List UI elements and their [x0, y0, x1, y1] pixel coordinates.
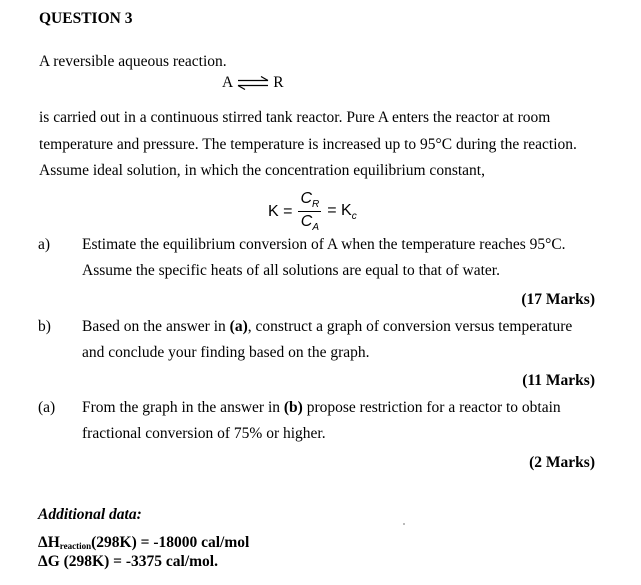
reactant: A	[222, 74, 234, 91]
marks-label: (11 Marks)	[522, 372, 595, 389]
question-text: From the graph in the answer in (b) propose restriction for a reactor to obtain	[82, 399, 561, 416]
product: R	[273, 74, 284, 91]
question-text: fractional conversion of 75% or higher.	[82, 425, 326, 442]
fraction-denominator: $C_A$	[300, 213, 319, 234]
enthalpy-data: ΔHreaction(298K) = -18000 cal/mol	[38, 534, 250, 551]
question-text: Based on the answer in (a), construct a graph of conversion versus temperature	[82, 318, 573, 335]
equation-rhs: = $K_c$	[327, 201, 357, 222]
equilibrium-arrows-icon	[237, 76, 269, 90]
question-label: a)	[38, 236, 51, 253]
intro-text: A reversible aqueous reaction.	[39, 53, 227, 70]
equilibrium-constant-equation	[268, 190, 357, 233]
marks-label: (2 Marks)	[529, 454, 595, 471]
concentration-fraction	[298, 190, 321, 233]
paragraph-line: Assume ideal solution, in which the concentration equilibrium constant,	[39, 162, 485, 179]
question-text: Estimate the equilibrium conversion of A when the temperature reaches 95°C.	[82, 236, 566, 253]
question-title: QUESTION 3	[39, 10, 133, 27]
marks-label: (17 Marks)	[521, 291, 595, 308]
gibbs-data: ΔG (298K) = -3375 cal/mol.	[38, 553, 218, 570]
reaction-equation	[222, 74, 284, 92]
paragraph-line: temperature and pressure. The temperature is increased up to 95°C during the reaction.	[39, 136, 577, 153]
additional-data-heading: Additional data:	[38, 506, 142, 523]
stray-mark	[403, 523, 405, 525]
question-text: and conclude your finding based on the graph.	[82, 344, 370, 361]
question-text: Assume the specific heats of all solutions are equal to that of water.	[82, 262, 500, 279]
equation-lhs: K =	[268, 202, 293, 220]
question-label: b)	[38, 318, 51, 335]
paragraph-line: is carried out in a continuous stirred tank reactor. Pure A enters the reactor at room	[39, 109, 551, 126]
fraction-numerator: $C_R$	[300, 190, 320, 211]
question-label: (a)	[38, 399, 56, 416]
